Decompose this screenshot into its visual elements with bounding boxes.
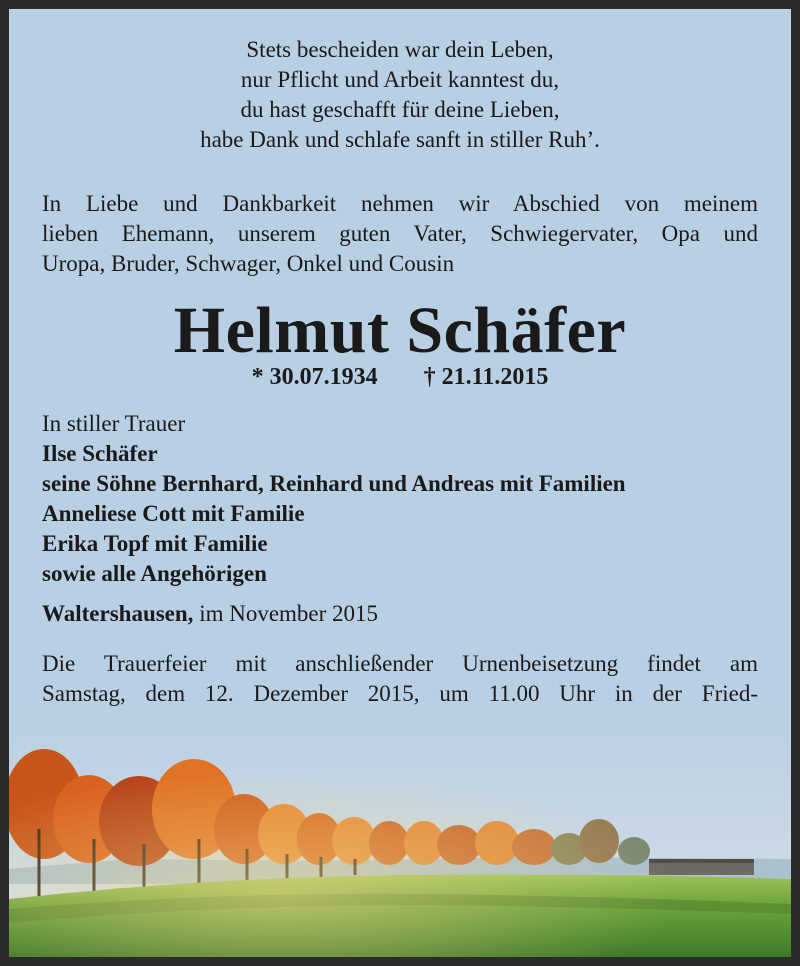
place-town: Waltershausen, (42, 601, 194, 626)
mourner-name: Anneliese Cott mit Familie (42, 501, 305, 526)
death-date: † 21.11.2015 (423, 364, 549, 390)
intro-text (42, 189, 758, 279)
mourner-name: seine Söhne Bernhard, Reinhard und Andreas mit Familien (42, 471, 626, 496)
mourners-list (42, 409, 782, 589)
poem-line: du hast geschafft für deine Lieben, (240, 97, 560, 122)
mourner-name: sowie alle Angehörigen (42, 561, 267, 586)
life-dates (9, 361, 791, 393)
poem-line: Stets bescheiden war dein Leben, (246, 37, 554, 62)
deceased-name: Helmut Schäfer (173, 294, 627, 367)
place-month: im November 2015 (193, 601, 379, 626)
mourner-name: Ilse Schäfer (42, 441, 158, 466)
birth-date: * 30.07.1934 (251, 364, 378, 390)
intro-line: Uropa, Bruder, Schwager, Onkel und Cousin (42, 251, 455, 276)
poem-line: nur Pflicht und Arbeit kanntest du, (240, 67, 560, 92)
place-date (42, 599, 782, 629)
poem (9, 35, 791, 155)
obituary-card (9, 9, 791, 957)
intro-line: lieben Ehemann, unserem guten Vater, Schwiegervater, Opa und (42, 221, 758, 246)
mourners-heading: In stiller Trauer (42, 411, 186, 436)
mourner-name: Erika Topf mit Familie (42, 531, 268, 556)
funeral-line: Die Trauerfeier mit anschließender Urnenbeisetzung findet am (42, 651, 758, 676)
poem-line: habe Dank und schlafe sanft in stiller Ruh’. (200, 127, 600, 152)
autumn-landscape-image (9, 709, 791, 957)
intro-line: In Liebe und Dankbarkeit nehmen wir Abschied von meinem (42, 191, 758, 216)
funeral-line: Samstag, dem 12. Dezember 2015, um 11.00 Uhr in der Fried- (42, 681, 758, 706)
